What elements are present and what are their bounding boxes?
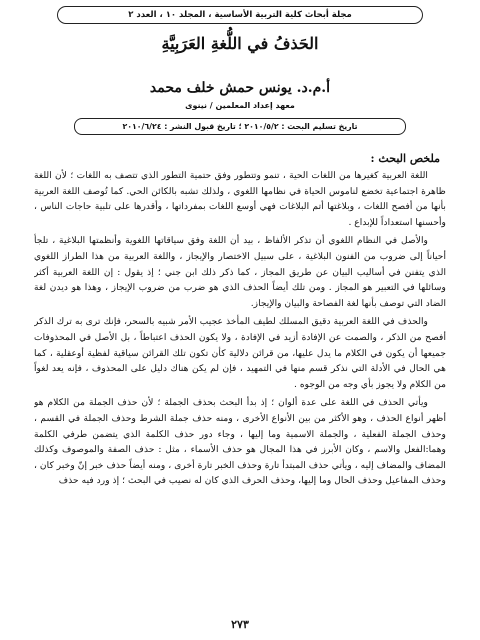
author-name: أ.م.د. يونس حمش خلف محمد	[149, 80, 331, 96]
abstract-body	[34, 168, 446, 606]
article-title: الحَذفُ في اللُّغةِ العَرَبِيَّةِ	[161, 34, 319, 53]
journal-header: مجلة أبحاث كلية التربية الأساسية ، المجلد ١٠ ، العدد ٢	[57, 6, 423, 24]
page-number: ٢٧٣	[231, 618, 249, 631]
abstract-paragraph: والأصل في النظام اللغوي أن تذكر الألفاظ ، بيد أن اللغة وفق سياقاتها اللغوية وأنظمتها البلاغية ، تلجأ أحياناً إلى ضروب من الفنون البلاغية ، على سبيل الاختصار والإيجاز ، واللغة العربية من هذا الطراز اللغوي الذي يتفنن في أساليب البيان عن طريق المجاز ، كما ذكر ذلك ابن جني ؛ إذ يقول : إن اللغة العربية أكثر وسائلها في التعبير هو المجاز . ومن تلك أيضاً الحذف الذي هو ضرب من ضروب الإيجاز ، وهذا هو ديدن لغة الضاد التي توصف بأنها لغة الفصاحة والبيان والإيجاز.	[34, 235, 446, 309]
submission-dates: تاريخ تسليم البحث : ٢٠١٠/٥/٢ ؛ تاريخ قبول النشر : ٢٠١٠/٦/٢٤	[74, 118, 406, 135]
abstract-paragraph: ويأتي الحذف في اللغة على عدة ألوان ؛ إذ بدأ البحث بحذف الجملة ؛ لأن حذف الجملة من الكلام هو أظهر أنواع الحذف ، وهو الأكثر من بين الأنواع الأخرى ، ومنه حذف جملة الشرط وحذف الجملة في القسم ، وحذف الجملة الفعلية ، والجملة الاسمية وما إليها ، وجاء دور حذف الكلمة الذي يتضمن طرفي الكلمة وهما:الفعل والاسم ، وكان الأبرز في هذا المجال هو حذف الأسماء ، مثل : حذف الصفة والموصوف وكذلك المضاف والمضاف إليه ، ويأتي حذف المبتدأ تارة وحذف الخبر تارة أخرى ، ومنه أيضاً حذف خبر إنّ وخبر كان ، وحذف المفاعيل وحذف الحال وما إليها، وحذف الحرف الذي كان له نصيب في البحث ؛ إذ ورد فيه حذف	[34, 397, 446, 487]
author-affiliation: معهد إعداد المعلمين / نينوى	[185, 101, 295, 110]
abstract-heading: ملخص البحث :	[370, 152, 440, 165]
abstract-paragraph: والحذف في اللغة العربية دقيق المسلك لطيف المأخذ عجيب الأمر شبيه بالسحر، فإنك ترى به ترك الذكر أفصح من الذكر ، والصمت عن الإفادة أزيد في الإفادة ، ولا يكون الحذف اعتباطاً ، بل الأصل في المحذوفات جميعها أن يكون في الكلام ما يدل عليها، من قرائن دلالية كأن تكون تلك القرائن سياقية لفظية أوعقلية ، كما هي الحال في الأدلة التي نذكر قسم منها في التمهيد ، فإن لم يكن هناك دليل على المحذوف ، فإنه يعد لغواً من الكلام ولا يجوز بأي وجه من الوجوه .	[34, 316, 446, 390]
abstract-paragraph: اللغة العربية كغيرها من اللغات الحية ، تنمو وتتطور وفق حتمية التطور الذي تتصف به اللغات ؛ لأن اللغة ظاهرة اجتماعية تخضع لناموس الحياة في نظامها اللغوي ، ولذلك تشبه بالكائن الحي. كما تُوصف اللغة العربية بأنها من أفصح اللغات ، وبلاغتها أتم البلاغات فهي أوسع اللغات بمفرداتها ، وأقدرها على تلبية حاجات الناس ، وأحسنها استعداداً للإبداع .	[34, 170, 446, 228]
